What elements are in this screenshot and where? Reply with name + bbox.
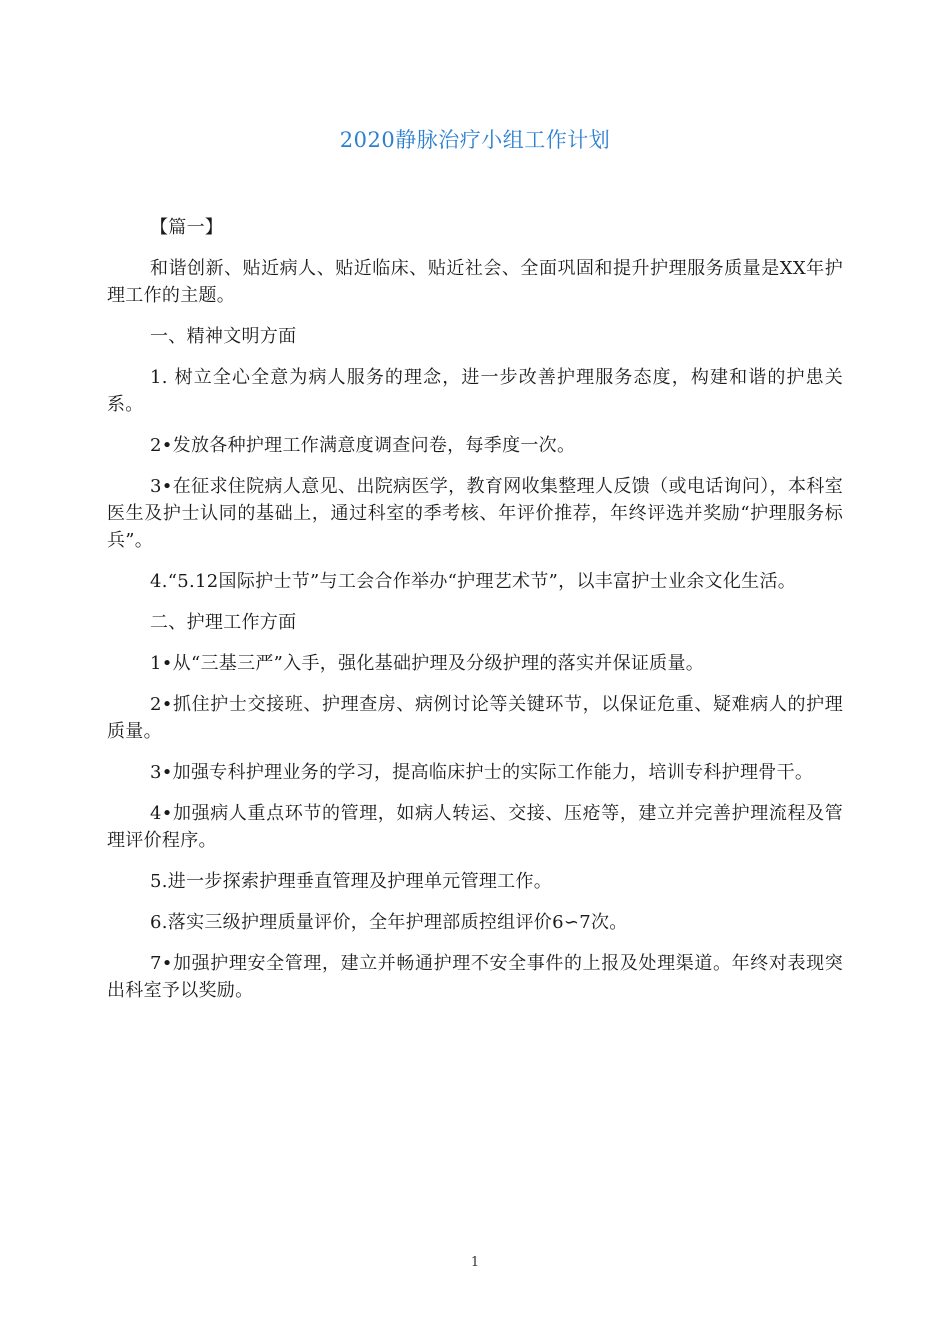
paragraph-item: 3•加强专科护理业务的学习，提高临床护士的实际工作能力，培训专科护理骨干。 — [150, 762, 814, 783]
document-body — [107, 214, 843, 1018]
paragraph-item: 1. 树立全心全意为病人服务的理念，进一步改善护理服务态度，构建和谐的护患关系。 — [107, 367, 843, 415]
section-heading-nursing-work: 二、护理工作方面 — [150, 612, 297, 633]
section-heading-spiritual-civilization: 一、精神文明方面 — [150, 326, 297, 347]
paragraph-item: 4•加强病人重点环节的管理，如病人转运、交接、压疮等，建立并完善护理流程及管理评价程序。 — [107, 803, 843, 851]
paragraph-item: 4.“5.12国际护士节”与工会合作举办“护理艺术节”，以丰富护士业余文化生活。 — [150, 571, 797, 592]
paragraph-item: 6.落实三级护理质量评价，全年护理部质控组评价6∽7次。 — [150, 912, 628, 933]
paragraph-item: 2•抓住护士交接班、护理查房、病例讨论等关键环节，以保证危重、疑难病人的护理质量。 — [107, 694, 843, 742]
paragraph-intro: 和谐创新、贴近病人、贴近临床、贴近社会、全面巩固和提升护理服务质量是XX年护理工作的主题。 — [107, 258, 843, 306]
paragraph-item: 1•从“三基三严”入手，强化基础护理及分级护理的落实并保证质量。 — [150, 653, 705, 674]
section-heading-part-one: 【篇一】 — [150, 217, 224, 238]
paragraph-item: 2•发放各种护理工作满意度调查问卷，每季度一次。 — [150, 435, 576, 456]
document-title: 2020静脉治疗小组工作计划 — [339, 128, 611, 152]
paragraph-item: 5.进一步探索护理垂直管理及护理单元管理工作。 — [150, 871, 553, 892]
page-number: 1 — [470, 1255, 480, 1270]
paragraph-item: 3•在征求住院病人意见、出院病医学，教育网收集整理人反馈（或电话询问），本科室医生及护士认同的基础上，通过科室的季考核、年评价推荐，年终评选并奖励“护理服务标兵”。 — [107, 476, 843, 551]
paragraph-item: 7•加强护理安全管理，建立并畅通护理不安全事件的上报及处理渠道。年终对表现突出科室予以奖励。 — [107, 953, 843, 1001]
